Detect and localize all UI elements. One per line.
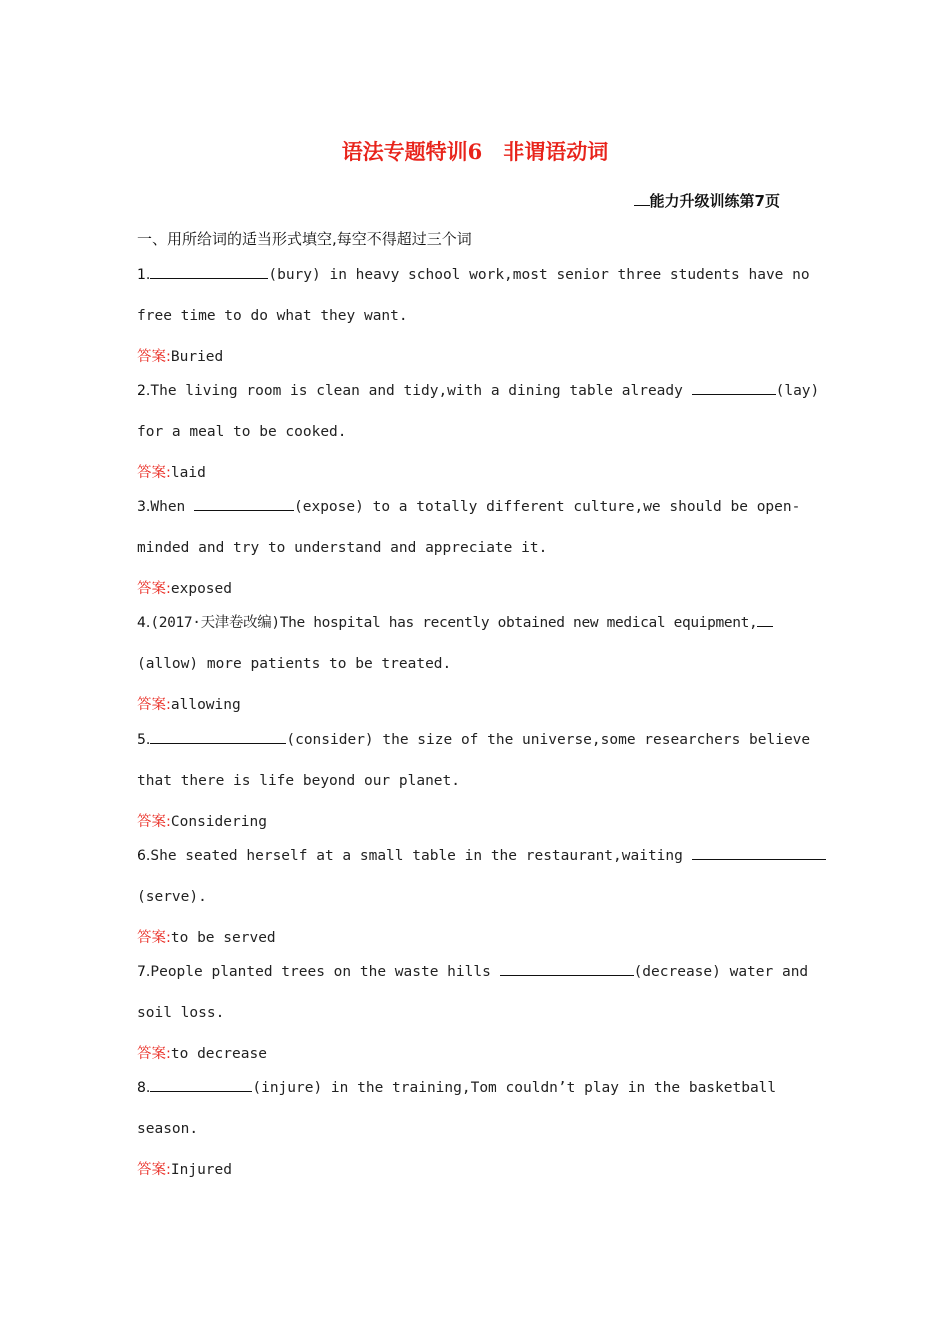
answer-label: 答案: [137, 930, 171, 946]
answer-label: 答案: [137, 697, 171, 713]
answer-label: 答案: [137, 814, 171, 830]
answer-value: exposed [170, 581, 232, 597]
answer-blank [194, 494, 294, 511]
question-text: (injure) in the training,Tom couldn’t play in the basketball [252, 1080, 777, 1096]
question-number: 4. [137, 615, 151, 631]
answer-2 [137, 461, 206, 482]
question-text: The living room is clean and tidy,with a dining table already [150, 383, 692, 399]
question-3 [137, 487, 809, 569]
answer-blank [692, 378, 776, 395]
answer-1 [137, 345, 223, 366]
answer-7 [137, 1042, 267, 1063]
answer-blank [150, 727, 286, 744]
question-6 [137, 836, 809, 918]
answer-4 [137, 693, 241, 714]
answer-3 [137, 577, 232, 598]
answer-8 [137, 1158, 232, 1179]
question-number: 6. [137, 848, 151, 864]
question-hint: (expose) to a totally different culture,we should be open- [294, 499, 801, 515]
answer-label: 答案: [137, 465, 171, 481]
answer-value: to be served [170, 930, 276, 946]
subhead-underline [634, 191, 650, 206]
question-text-line2: free time to do what they want. [137, 308, 408, 324]
question-8 [137, 1068, 809, 1150]
question-text-line2: for a meal to be cooked. [137, 424, 347, 440]
question-text: (consider) the size of the universe,some researchers believe [286, 732, 811, 748]
question-hint: (lay) [775, 383, 820, 399]
answer-value: allowing [170, 697, 241, 713]
question-7 [137, 952, 809, 1034]
question-text-line2: (serve). [137, 889, 207, 905]
question-hint: (decrease) water and [633, 964, 809, 980]
section-instruction: 一、用所给词的适当形式填空,每空不得超过三个词 [137, 230, 472, 248]
question-text-line2: soil loss. [137, 1005, 225, 1021]
question-4 [137, 603, 809, 685]
question-text-line2: minded and try to understand and appreciate it. [137, 540, 548, 556]
answer-blank [757, 610, 773, 627]
answer-blank [150, 1075, 252, 1092]
answer-label: 答案: [137, 1046, 171, 1062]
question-number: 7. [137, 964, 151, 980]
question-text-line2: season. [137, 1121, 199, 1137]
question-5 [137, 720, 809, 802]
question-text: She seated herself at a small table in the restaurant,waiting [150, 848, 692, 864]
question-text: (bury) in heavy school work,most senior three students have no [268, 267, 810, 283]
question-text: (2017·天津卷改编)The hospital has recently obtained new medical equipment, [150, 615, 758, 631]
question-number: 3. [137, 499, 151, 515]
answer-label: 答案: [137, 349, 171, 365]
answer-blank [692, 843, 826, 860]
question-number: 1. [137, 267, 151, 283]
answer-value: to decrease [170, 1046, 267, 1062]
question-text: When [150, 499, 195, 515]
question-number: 5. [137, 732, 151, 748]
answer-value: Buried [170, 349, 224, 365]
answer-value: laid [170, 465, 206, 481]
question-text-line2: (allow) more patients to be treated. [137, 656, 452, 672]
answer-5 [137, 810, 267, 831]
page-title: 语法专题特训6 非谓语动词 [341, 139, 609, 164]
answer-label: 答案: [137, 581, 171, 597]
question-text: People planted trees on the waste hills [150, 964, 500, 980]
question-number: 8. [137, 1080, 151, 1096]
question-2 [137, 371, 820, 453]
question-1 [137, 255, 809, 337]
question-number: 2. [137, 383, 151, 399]
subhead-text: 能力升级训练第7页 [649, 192, 780, 210]
practice-subheading [634, 190, 780, 211]
answer-blank [150, 262, 268, 279]
answer-value: Considering [170, 814, 267, 830]
answer-value: Injured [170, 1162, 232, 1178]
answer-blank [500, 959, 634, 976]
question-text-line2: that there is life beyond our planet. [137, 773, 461, 789]
answer-6 [137, 926, 276, 947]
answer-label: 答案: [137, 1162, 171, 1178]
